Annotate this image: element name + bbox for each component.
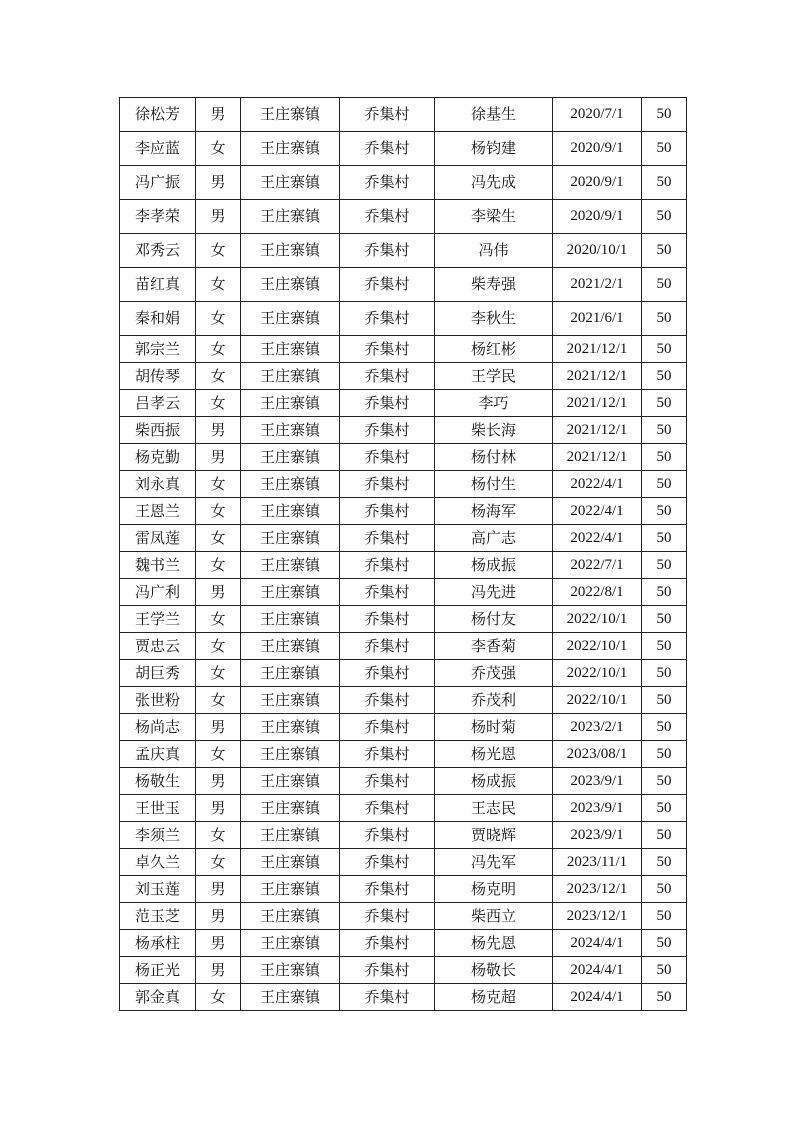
cell-amount: 50 xyxy=(642,822,687,849)
table-row xyxy=(120,525,687,552)
cell-name: 王世玉 xyxy=(120,795,196,822)
cell-relative: 杨光恩 xyxy=(435,741,553,768)
cell-date: 2021/12/1 xyxy=(553,417,642,444)
roster-table-body xyxy=(120,98,687,1011)
cell-amount: 50 xyxy=(642,714,687,741)
cell-amount: 50 xyxy=(642,876,687,903)
cell-date: 2022/4/1 xyxy=(553,498,642,525)
cell-amount: 50 xyxy=(642,768,687,795)
table-row xyxy=(120,606,687,633)
cell-date: 2023/12/1 xyxy=(553,876,642,903)
cell-name: 孟庆真 xyxy=(120,741,196,768)
cell-name: 王学兰 xyxy=(120,606,196,633)
cell-amount: 50 xyxy=(642,525,687,552)
cell-amount: 50 xyxy=(642,471,687,498)
cell-town: 王庄寨镇 xyxy=(241,876,340,903)
cell-town: 王庄寨镇 xyxy=(241,633,340,660)
cell-name: 李须兰 xyxy=(120,822,196,849)
cell-date: 2023/2/1 xyxy=(553,714,642,741)
cell-gender: 女 xyxy=(196,822,241,849)
cell-village: 乔集村 xyxy=(340,417,435,444)
cell-date: 2021/12/1 xyxy=(553,444,642,471)
table-row xyxy=(120,234,687,268)
cell-village: 乔集村 xyxy=(340,606,435,633)
cell-village: 乔集村 xyxy=(340,363,435,390)
cell-gender: 女 xyxy=(196,687,241,714)
cell-date: 2021/12/1 xyxy=(553,363,642,390)
table-row xyxy=(120,741,687,768)
cell-amount: 50 xyxy=(642,957,687,984)
cell-village: 乔集村 xyxy=(340,633,435,660)
cell-town: 王庄寨镇 xyxy=(241,98,340,132)
cell-town: 王庄寨镇 xyxy=(241,660,340,687)
cell-amount: 50 xyxy=(642,552,687,579)
cell-relative: 杨敬长 xyxy=(435,957,553,984)
table-row xyxy=(120,768,687,795)
cell-village: 乔集村 xyxy=(340,552,435,579)
cell-name: 郭宗兰 xyxy=(120,336,196,363)
cell-amount: 50 xyxy=(642,336,687,363)
table-row xyxy=(120,687,687,714)
table-row xyxy=(120,166,687,200)
cell-name: 冯广振 xyxy=(120,166,196,200)
cell-town: 王庄寨镇 xyxy=(241,525,340,552)
cell-amount: 50 xyxy=(642,984,687,1011)
cell-date: 2021/12/1 xyxy=(553,336,642,363)
cell-relative: 杨克明 xyxy=(435,876,553,903)
cell-relative: 王学民 xyxy=(435,363,553,390)
cell-relative: 杨时菊 xyxy=(435,714,553,741)
table-row xyxy=(120,795,687,822)
table-row xyxy=(120,200,687,234)
cell-amount: 50 xyxy=(642,606,687,633)
cell-amount: 50 xyxy=(642,444,687,471)
cell-town: 王庄寨镇 xyxy=(241,795,340,822)
cell-gender: 女 xyxy=(196,552,241,579)
cell-village: 乔集村 xyxy=(340,660,435,687)
cell-amount: 50 xyxy=(642,268,687,302)
cell-village: 乔集村 xyxy=(340,795,435,822)
table-row xyxy=(120,302,687,336)
table-row xyxy=(120,268,687,302)
cell-amount: 50 xyxy=(642,633,687,660)
cell-amount: 50 xyxy=(642,660,687,687)
cell-name: 张世粉 xyxy=(120,687,196,714)
cell-amount: 50 xyxy=(642,930,687,957)
cell-village: 乔集村 xyxy=(340,471,435,498)
cell-date: 2024/4/1 xyxy=(553,984,642,1011)
cell-amount: 50 xyxy=(642,687,687,714)
cell-date: 2022/10/1 xyxy=(553,660,642,687)
cell-town: 王庄寨镇 xyxy=(241,957,340,984)
cell-relative: 杨付林 xyxy=(435,444,553,471)
cell-village: 乔集村 xyxy=(340,930,435,957)
cell-gender: 女 xyxy=(196,268,241,302)
cell-relative: 徐基生 xyxy=(435,98,553,132)
cell-town: 王庄寨镇 xyxy=(241,390,340,417)
table-row xyxy=(120,444,687,471)
table-row xyxy=(120,98,687,132)
cell-town: 王庄寨镇 xyxy=(241,166,340,200)
cell-relative: 杨海军 xyxy=(435,498,553,525)
cell-amount: 50 xyxy=(642,200,687,234)
cell-gender: 女 xyxy=(196,525,241,552)
cell-name: 王恩兰 xyxy=(120,498,196,525)
cell-town: 王庄寨镇 xyxy=(241,930,340,957)
cell-village: 乔集村 xyxy=(340,903,435,930)
cell-village: 乔集村 xyxy=(340,714,435,741)
table-row xyxy=(120,498,687,525)
cell-town: 王庄寨镇 xyxy=(241,444,340,471)
cell-amount: 50 xyxy=(642,132,687,166)
cell-date: 2023/9/1 xyxy=(553,795,642,822)
cell-town: 王庄寨镇 xyxy=(241,687,340,714)
cell-relative: 李巧 xyxy=(435,390,553,417)
table-row xyxy=(120,876,687,903)
cell-amount: 50 xyxy=(642,98,687,132)
cell-gender: 男 xyxy=(196,714,241,741)
cell-town: 王庄寨镇 xyxy=(241,336,340,363)
cell-name: 卓久兰 xyxy=(120,849,196,876)
cell-amount: 50 xyxy=(642,579,687,606)
cell-relative: 柴西立 xyxy=(435,903,553,930)
table-row xyxy=(120,984,687,1011)
cell-relative: 杨付友 xyxy=(435,606,553,633)
cell-village: 乔集村 xyxy=(340,336,435,363)
cell-date: 2023/9/1 xyxy=(553,822,642,849)
cell-town: 王庄寨镇 xyxy=(241,417,340,444)
cell-name: 冯广利 xyxy=(120,579,196,606)
cell-village: 乔集村 xyxy=(340,822,435,849)
cell-date: 2024/4/1 xyxy=(553,957,642,984)
cell-amount: 50 xyxy=(642,417,687,444)
cell-village: 乔集村 xyxy=(340,234,435,268)
cell-relative: 冯伟 xyxy=(435,234,553,268)
cell-gender: 女 xyxy=(196,984,241,1011)
cell-name: 李孝荣 xyxy=(120,200,196,234)
cell-relative: 杨成振 xyxy=(435,768,553,795)
cell-town: 王庄寨镇 xyxy=(241,768,340,795)
cell-date: 2020/10/1 xyxy=(553,234,642,268)
cell-gender: 男 xyxy=(196,417,241,444)
cell-relative: 柴寿强 xyxy=(435,268,553,302)
table-row xyxy=(120,822,687,849)
cell-town: 王庄寨镇 xyxy=(241,363,340,390)
cell-name: 柴西振 xyxy=(120,417,196,444)
cell-date: 2021/2/1 xyxy=(553,268,642,302)
cell-relative: 李梁生 xyxy=(435,200,553,234)
cell-name: 杨承柱 xyxy=(120,930,196,957)
cell-gender: 男 xyxy=(196,444,241,471)
cell-village: 乔集村 xyxy=(340,132,435,166)
cell-village: 乔集村 xyxy=(340,98,435,132)
cell-gender: 男 xyxy=(196,166,241,200)
cell-relative: 冯先进 xyxy=(435,579,553,606)
cell-name: 杨敬生 xyxy=(120,768,196,795)
cell-gender: 男 xyxy=(196,876,241,903)
roster-table xyxy=(119,97,687,1011)
cell-amount: 50 xyxy=(642,390,687,417)
cell-gender: 男 xyxy=(196,903,241,930)
cell-name: 杨克勤 xyxy=(120,444,196,471)
cell-village: 乔集村 xyxy=(340,166,435,200)
table-row xyxy=(120,363,687,390)
cell-relative: 杨钧建 xyxy=(435,132,553,166)
cell-gender: 女 xyxy=(196,498,241,525)
cell-amount: 50 xyxy=(642,363,687,390)
cell-town: 王庄寨镇 xyxy=(241,579,340,606)
cell-gender: 女 xyxy=(196,132,241,166)
cell-name: 秦和娟 xyxy=(120,302,196,336)
cell-date: 2024/4/1 xyxy=(553,930,642,957)
cell-amount: 50 xyxy=(642,302,687,336)
cell-gender: 女 xyxy=(196,471,241,498)
cell-village: 乔集村 xyxy=(340,849,435,876)
cell-gender: 男 xyxy=(196,768,241,795)
cell-relative: 杨克超 xyxy=(435,984,553,1011)
cell-village: 乔集村 xyxy=(340,768,435,795)
cell-date: 2022/10/1 xyxy=(553,633,642,660)
cell-village: 乔集村 xyxy=(340,984,435,1011)
cell-date: 2023/9/1 xyxy=(553,768,642,795)
cell-village: 乔集村 xyxy=(340,876,435,903)
cell-date: 2023/12/1 xyxy=(553,903,642,930)
cell-village: 乔集村 xyxy=(340,525,435,552)
cell-village: 乔集村 xyxy=(340,579,435,606)
cell-name: 胡传琴 xyxy=(120,363,196,390)
table-row xyxy=(120,903,687,930)
table-row xyxy=(120,849,687,876)
cell-date: 2020/9/1 xyxy=(553,200,642,234)
cell-relative: 乔茂强 xyxy=(435,660,553,687)
table-row xyxy=(120,633,687,660)
cell-relative: 杨红彬 xyxy=(435,336,553,363)
table-row xyxy=(120,390,687,417)
cell-relative: 冯先成 xyxy=(435,166,553,200)
cell-name: 李应蓝 xyxy=(120,132,196,166)
table-row xyxy=(120,417,687,444)
cell-town: 王庄寨镇 xyxy=(241,903,340,930)
cell-name: 魏书兰 xyxy=(120,552,196,579)
table-row xyxy=(120,714,687,741)
cell-town: 王庄寨镇 xyxy=(241,200,340,234)
cell-town: 王庄寨镇 xyxy=(241,471,340,498)
cell-name: 雷凤莲 xyxy=(120,525,196,552)
table-row xyxy=(120,579,687,606)
cell-gender: 男 xyxy=(196,957,241,984)
cell-relative: 冯先军 xyxy=(435,849,553,876)
cell-name: 徐松芳 xyxy=(120,98,196,132)
cell-gender: 男 xyxy=(196,98,241,132)
cell-town: 王庄寨镇 xyxy=(241,268,340,302)
cell-village: 乔集村 xyxy=(340,444,435,471)
cell-date: 2020/9/1 xyxy=(553,132,642,166)
table-row xyxy=(120,552,687,579)
cell-date: 2022/10/1 xyxy=(553,606,642,633)
table-row xyxy=(120,957,687,984)
cell-name: 贾忠云 xyxy=(120,633,196,660)
cell-date: 2022/8/1 xyxy=(553,579,642,606)
cell-name: 胡巨秀 xyxy=(120,660,196,687)
cell-relative: 杨先恩 xyxy=(435,930,553,957)
cell-gender: 女 xyxy=(196,336,241,363)
cell-relative: 李香菊 xyxy=(435,633,553,660)
cell-name: 杨尚志 xyxy=(120,714,196,741)
cell-date: 2020/7/1 xyxy=(553,98,642,132)
cell-relative: 李秋生 xyxy=(435,302,553,336)
cell-gender: 男 xyxy=(196,930,241,957)
cell-town: 王庄寨镇 xyxy=(241,741,340,768)
cell-date: 2023/08/1 xyxy=(553,741,642,768)
cell-name: 刘永真 xyxy=(120,471,196,498)
cell-date: 2022/4/1 xyxy=(553,525,642,552)
cell-date: 2022/10/1 xyxy=(553,687,642,714)
cell-town: 王庄寨镇 xyxy=(241,606,340,633)
cell-gender: 男 xyxy=(196,200,241,234)
cell-gender: 女 xyxy=(196,302,241,336)
cell-amount: 50 xyxy=(642,903,687,930)
cell-name: 郭金真 xyxy=(120,984,196,1011)
cell-village: 乔集村 xyxy=(340,498,435,525)
cell-amount: 50 xyxy=(642,498,687,525)
table-row xyxy=(120,336,687,363)
cell-relative: 贾晓辉 xyxy=(435,822,553,849)
cell-name: 杨正光 xyxy=(120,957,196,984)
cell-gender: 女 xyxy=(196,741,241,768)
cell-gender: 男 xyxy=(196,579,241,606)
cell-village: 乔集村 xyxy=(340,268,435,302)
cell-village: 乔集村 xyxy=(340,741,435,768)
cell-town: 王庄寨镇 xyxy=(241,984,340,1011)
cell-amount: 50 xyxy=(642,849,687,876)
cell-date: 2022/4/1 xyxy=(553,471,642,498)
cell-relative: 王志民 xyxy=(435,795,553,822)
cell-amount: 50 xyxy=(642,795,687,822)
cell-gender: 女 xyxy=(196,390,241,417)
cell-relative: 乔茂利 xyxy=(435,687,553,714)
cell-date: 2021/12/1 xyxy=(553,390,642,417)
cell-town: 王庄寨镇 xyxy=(241,234,340,268)
cell-town: 王庄寨镇 xyxy=(241,498,340,525)
table-row xyxy=(120,930,687,957)
cell-amount: 50 xyxy=(642,234,687,268)
cell-gender: 男 xyxy=(196,795,241,822)
cell-town: 王庄寨镇 xyxy=(241,714,340,741)
table-row xyxy=(120,132,687,166)
cell-town: 王庄寨镇 xyxy=(241,302,340,336)
cell-relative: 杨成振 xyxy=(435,552,553,579)
cell-village: 乔集村 xyxy=(340,200,435,234)
cell-village: 乔集村 xyxy=(340,687,435,714)
cell-town: 王庄寨镇 xyxy=(241,132,340,166)
cell-relative: 柴长海 xyxy=(435,417,553,444)
cell-town: 王庄寨镇 xyxy=(241,822,340,849)
cell-village: 乔集村 xyxy=(340,390,435,417)
cell-relative: 杨付生 xyxy=(435,471,553,498)
cell-village: 乔集村 xyxy=(340,302,435,336)
cell-name: 吕孝云 xyxy=(120,390,196,417)
table-row xyxy=(120,660,687,687)
cell-date: 2023/11/1 xyxy=(553,849,642,876)
cell-amount: 50 xyxy=(642,166,687,200)
cell-town: 王庄寨镇 xyxy=(241,849,340,876)
table-row xyxy=(120,471,687,498)
cell-name: 刘玉莲 xyxy=(120,876,196,903)
cell-date: 2021/6/1 xyxy=(553,302,642,336)
cell-amount: 50 xyxy=(642,741,687,768)
cell-gender: 女 xyxy=(196,633,241,660)
cell-name: 邓秀云 xyxy=(120,234,196,268)
cell-gender: 女 xyxy=(196,606,241,633)
cell-town: 王庄寨镇 xyxy=(241,552,340,579)
cell-name: 苗红真 xyxy=(120,268,196,302)
cell-gender: 女 xyxy=(196,234,241,268)
cell-gender: 女 xyxy=(196,849,241,876)
cell-gender: 女 xyxy=(196,660,241,687)
cell-name: 范玉芝 xyxy=(120,903,196,930)
cell-relative: 高广志 xyxy=(435,525,553,552)
cell-village: 乔集村 xyxy=(340,957,435,984)
cell-gender: 女 xyxy=(196,363,241,390)
cell-date: 2022/7/1 xyxy=(553,552,642,579)
cell-date: 2020/9/1 xyxy=(553,166,642,200)
